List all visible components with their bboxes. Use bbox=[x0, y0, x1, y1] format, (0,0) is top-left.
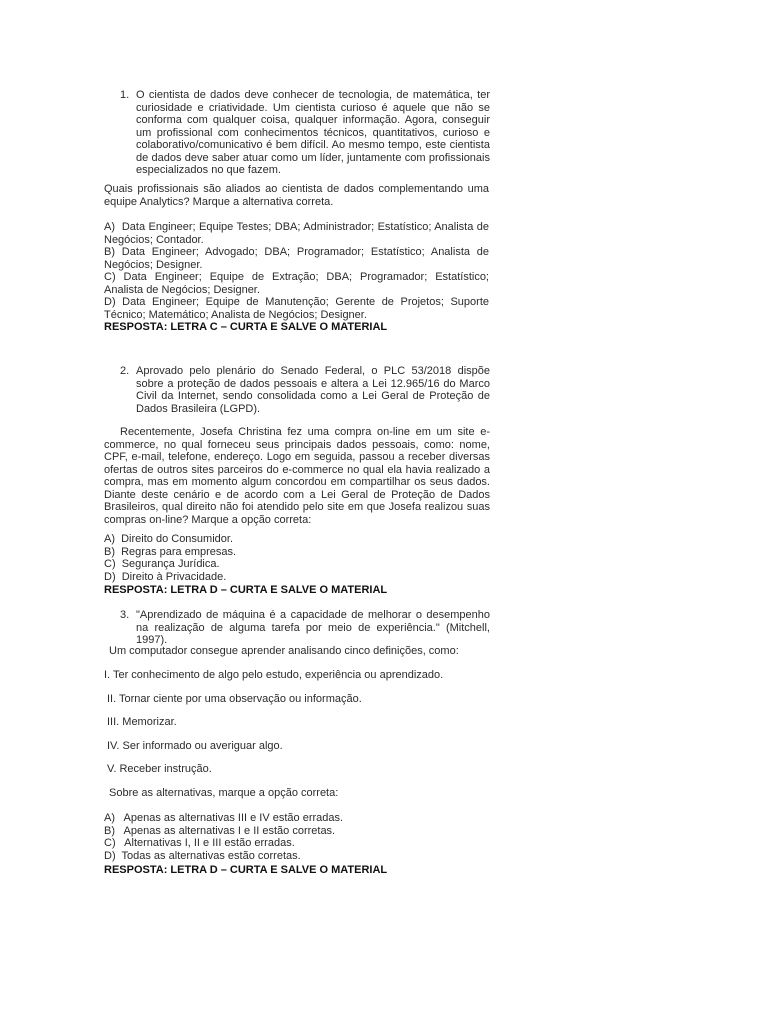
q2-intro bbox=[120, 365, 490, 415]
q3-option-b: B) Apenas as alternativas I e II estão corretas. bbox=[104, 824, 336, 837]
q2-question: Recentemente, Josefa Christina fez uma compra on-line em um site e-commerce, no qual forneceu seus principais dados pessoais, como: nome, CPF, e-mail, telefone, endereço. Logo em seguida, passou a receber diversas ofertas de outros sites parceiros do e-commerce no qual ela havia realizado a compra, mas em momento algum concordou em compartilhar os seus dados. Diante deste cenário e de acordo com a Lei Geral de Proteção de Dados Brasileiros, qual direito não foi atendido pelo site em que Josefa realizou suas compras on-line? Marque a opção correta: bbox=[104, 426, 490, 526]
q2-answer: RESPOSTA: LETRA D – CURTA E SALVE O MATERIAL bbox=[104, 584, 388, 596]
q1-option-a: A) Data Engineer; Equipe Testes; DBA; Administrador; Estatístico; Analista de Negócios; Contador. bbox=[104, 221, 493, 246]
q3-lead: Um computador consegue aprender analisando cinco definições, como: bbox=[109, 645, 459, 657]
q2-options bbox=[104, 533, 489, 583]
q3-option-a: A) Apenas as alternativas III e IV estão erradas. bbox=[104, 812, 344, 824]
q3-definition-5: V. Receber instrução. bbox=[107, 763, 212, 775]
q3-intro bbox=[120, 609, 490, 647]
q3-number: 3. bbox=[120, 609, 130, 621]
q3-option-d: D) Todas as alternativas estão corretas. bbox=[104, 849, 301, 862]
q1-option-d: D) Data Engineer; Equipe de Manutenção; Gerente de Projetos; Suporte Técnico; Matemático; Analista de Negócios; Designer. bbox=[104, 296, 492, 321]
q3-options bbox=[104, 812, 489, 862]
q3-definition-3: III. Memorizar. bbox=[107, 716, 177, 728]
q3-answer: RESPOSTA: LETRA D – CURTA E SALVE O MATERIAL bbox=[104, 864, 388, 876]
q2-option-c: C) Segurança Jurídica. bbox=[104, 558, 220, 570]
q1-number: 1. bbox=[120, 89, 130, 101]
q1-intro bbox=[120, 89, 490, 177]
q3-question: Sobre as alternativas, marque a opção correta: bbox=[109, 787, 339, 799]
q2-option-a: A) Direito do Consumidor. bbox=[104, 533, 233, 545]
q3-option-c: C) Alternativas I, II e III estão erradas. bbox=[104, 837, 295, 849]
q1-question: Quais profissionais são aliados ao cientista de dados complementando uma equipe Analytics? Marque a alternativa correta. bbox=[104, 183, 489, 208]
q3-definition-2: II. Tornar ciente por uma observação ou informação. bbox=[107, 693, 362, 705]
q1-intro-text: O cientista de dados deve conhecer de tecnologia, de matemática, ter curiosidade e criatividade. Um cientista curioso é aquele que não se conforma com qualquer coisa, qualquer informação. Agora, conseguir um profissional com conhecimentos técnicos, quantitativos, curioso e colaborativo/comunicativo é bem difícil. Ao mesmo tempo, este cientista de dados deve saber atuar como um líder, juntamente com profissionais especializados no que fazem. bbox=[136, 89, 490, 176]
q3-definition-1: I. Ter conhecimento de algo pelo estudo, experiência ou aprendizado. bbox=[104, 669, 444, 681]
q1-answer: RESPOSTA: LETRA C – CURTA E SALVE O MATERIAL bbox=[104, 321, 388, 333]
q2-option-d: D) Direito à Privacidade. bbox=[104, 570, 227, 583]
q2-intro-text: Aprovado pelo plenário do Senado Federal, o PLC 53/2018 dispõe sobre a proteção de dados pessoais e altera a Lei 12.965/16 do Marco Civil da Internet, sendo consolidada como a Lei Geral de Proteção de Dados Brasileira (LGPD). bbox=[136, 365, 490, 415]
q3-definition-4: IV. Ser informado ou averiguar algo. bbox=[107, 740, 283, 752]
q1-options bbox=[104, 221, 493, 321]
q2-option-b: B) Regras para empresas. bbox=[104, 545, 237, 558]
q2-number: 2. bbox=[120, 365, 130, 377]
q1-option-b: B) Data Engineer; Advogado; DBA; Programador; Estatístico; Analista de Negócios; Designer. bbox=[104, 246, 493, 271]
q3-intro-text: "Aprendizado de máquina é a capacidade de melhorar o desempenho na realização de alguma tarefa por meio de experiência." (Mitchell, 1997). bbox=[136, 609, 490, 646]
q1-option-c: C) Data Engineer; Equipe de Extração; DBA; Programador; Estatístico; Analista de Negócios; Designer. bbox=[104, 271, 492, 296]
